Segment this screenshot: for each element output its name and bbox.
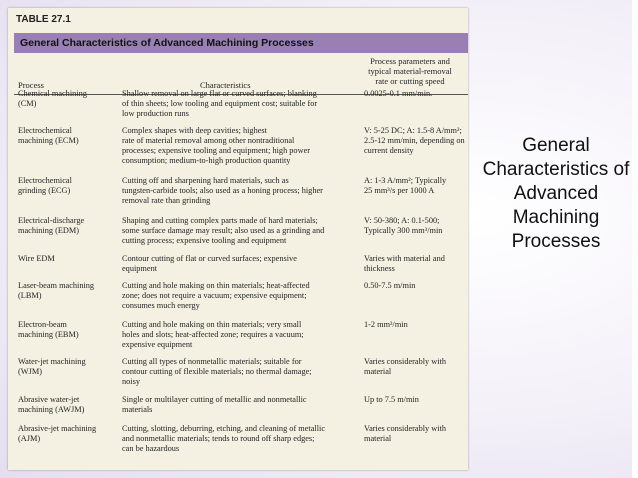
row-characteristics: Contour cutting of flat or curved surfaces; expensive equipment — [122, 254, 297, 273]
row-parameters: Varies considerably with material — [364, 424, 447, 443]
row-characteristics: Cutting, slotting, deburring, etching, and cleaning of metallic and nonmetallic materials; tends to round off sharp edges; can be hazardous — [122, 424, 325, 453]
row-characteristics: Cutting and hole making on thin materials; heat-affected zone; does not require a vacuum; expensive equipment; consumes much energy — [122, 281, 310, 310]
row-process: Abrasive water-jet machining (AWJM) — [18, 395, 85, 414]
row-parameters: V: 50-380; A: 0.1-500; Typically 300 mm³/min — [364, 216, 443, 235]
row-characteristics: Cutting all types of nonmetallic materials; suitable for contour cutting of flexible materials; no thermal damage; noisy — [122, 357, 312, 386]
row-parameters: Up to 7.5 m/min — [364, 395, 419, 404]
row-parameters: Varies with material and thickness — [364, 254, 445, 273]
row-process: Chemical machining (CM) — [18, 89, 87, 108]
row-parameters: 0.0025-0.1 mm/min. — [364, 89, 433, 98]
row-process: Electron-beam machining (EBM) — [18, 320, 79, 339]
header-parameters: Process parameters and typical material-removal rate or cutting speed — [368, 56, 452, 86]
row-characteristics: Shaping and cutting complex parts made of hard materials; some surface damage may result; also used as a grinding and cutting process; expensive tooling and equipment — [122, 216, 325, 245]
row-process: Electrochemical grinding (ECG) — [18, 176, 72, 195]
table-image — [8, 8, 468, 470]
row-process: Electrical-discharge machining (EDM) — [18, 216, 85, 235]
slide-heading: General Characteristics of Advanced Machining Processes — [482, 135, 630, 252]
row-parameters: Varies considerably with material — [364, 357, 447, 376]
header-characteristics: Characteristics — [200, 80, 251, 90]
row-parameters: 1-2 mm³/min — [364, 320, 408, 329]
row-parameters: 0.50-7.5 m/min — [364, 281, 416, 290]
row-characteristics: Complex shapes with deep cavities; highest rate of material removal among other nontraditional processes; expensive tooling and equipment; high power consumption; medium-to-high production quantity — [122, 126, 311, 165]
header-process: Process — [18, 80, 44, 90]
row-characteristics: Cutting and hole making on thin materials; very small holes and slots; heat-affected zone; requires a vacuum; expensive equipment — [122, 320, 304, 349]
row-parameters: A: 1-3 A/mm²; Typically 25 mm³/s per 1000 A — [364, 176, 447, 195]
table-number: TABLE 27.1 — [16, 14, 71, 25]
row-process: Abrasive-jet machining (AJM) — [18, 424, 97, 443]
row-characteristics: Cutting off and sharpening hard materials, such as tungsten-carbide tools; also used as a honing process; higher removal rate than grinding — [122, 176, 323, 205]
row-characteristics: Single or multilayer cutting of metallic and nonmetallic materials — [122, 395, 307, 414]
row-process: Water-jet machining (WJM) — [18, 357, 86, 376]
table-title: General Characteristics of Advanced Machining Processes — [20, 37, 314, 49]
row-process: Laser-beam machining (LBM) — [18, 281, 95, 300]
row-parameters: V: 5-25 DC; A: 1.5-8 A/mm²; 2.5-12 mm/min, depending on current density — [364, 126, 465, 155]
row-process: Electrochemical machining (ECM) — [18, 126, 79, 145]
row-process: Wire EDM — [18, 254, 55, 263]
row-characteristics: Shallow removal on large flat or curved surfaces; blanking of thin sheets; low tooling and equipment cost; suitable for low production runs — [122, 89, 318, 118]
